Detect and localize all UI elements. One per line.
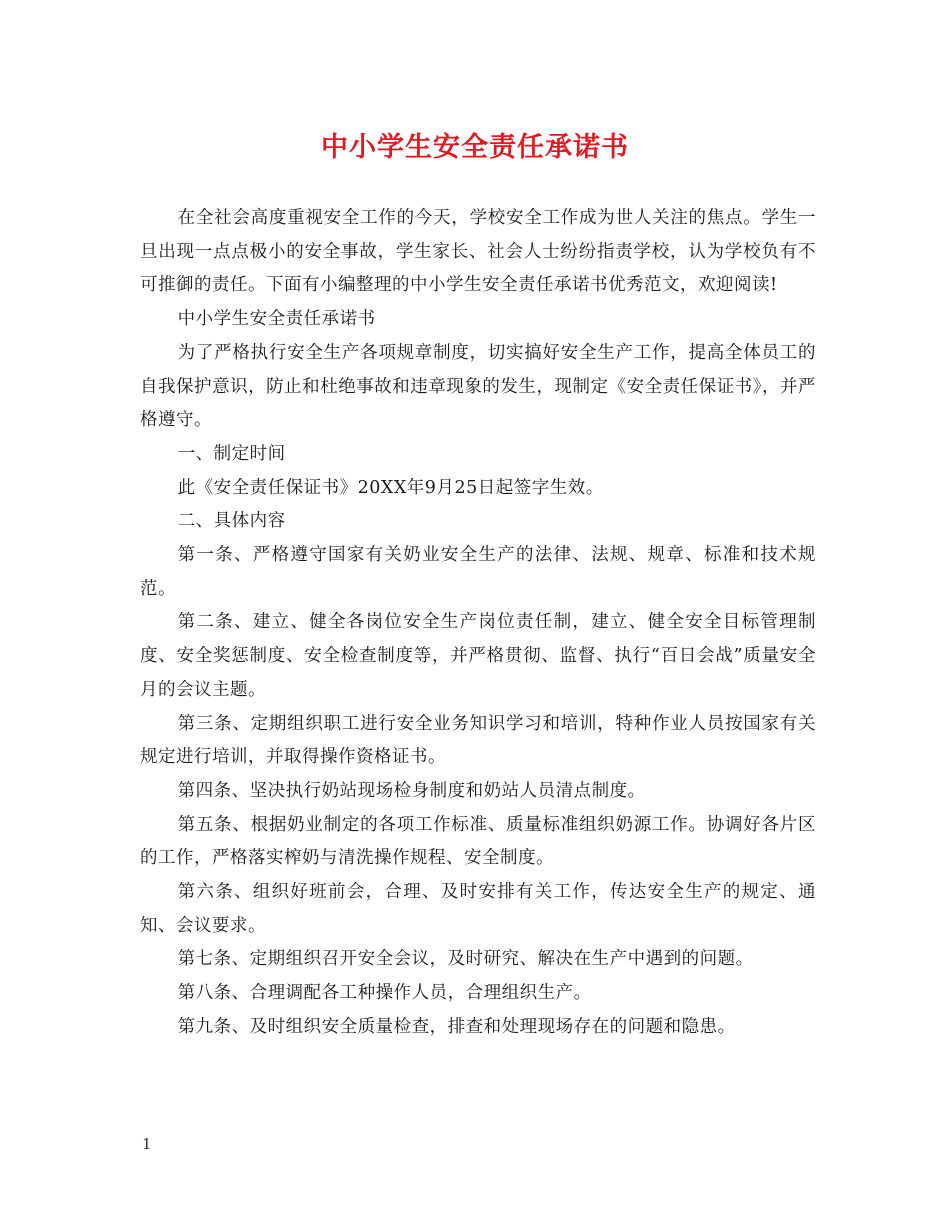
section-heading-content: 二、具体内容 [177, 511, 286, 532]
paragraph-purpose: 为了严格执行安全生产各项规章制度，切实搞好安全生产工作，提高全体员工的自我保护意识，防止和杜绝事故和违章现象的发生，现制定《安全责任保证书》，并严格遵守。 [140, 342, 816, 431]
article-9: 第九条、及时组织安全质量检查，排查和处理现场存在的问题和隐患。 [177, 1016, 736, 1037]
article-2: 第二条、建立、健全各岗位安全生产岗位责任制，建立、健全安全目标管理制度、安全奖惩制度、安全检查制度等，并严格贯彻、监督、执行“百日会战”质量安全月的会议主题。 [140, 612, 816, 700]
paragraph-intro: 在全社会高度重视安全工作的今天，学校安全工作成为世人关注的焦点。学生一旦出现一点点极小的安全事故，学生家长、社会人士纷纷指责学校，认为学校负有不可推御的责任。下面有小编整理的中小学生安全责任承诺书优秀范文，欢迎阅读! [140, 208, 816, 296]
article-7: 第七条、定期组织召开安全会议，及时研究、解决在生产中遇到的问题。 [177, 949, 754, 970]
paragraph-effective-date: 此《安全责任保证书》20XX年9月25日起签字生效。 [177, 477, 604, 498]
article-5: 第五条、根据奶业制定的各项工作标准、质量标准组织奶源工作。协调好各片区的工作，严格落实榨奶与清洗操作规程、安全制度。 [140, 814, 816, 869]
paragraph-subtitle: 中小学生安全责任承诺书 [177, 309, 376, 330]
section-heading-time: 一、制定时间 [177, 443, 286, 464]
page-number: 1 [142, 1135, 152, 1153]
document-body [140, 202, 816, 1045]
document-title: 中小学生安全责任承诺书 [321, 132, 629, 163]
article-8: 第八条、合理调配各工种操作人员，合理组织生产。 [177, 983, 592, 1004]
article-1: 第一条、严格遵守国家有关奶业安全生产的法律、法规、规章、标准和技术规范。 [140, 545, 816, 599]
article-4: 第四条、坚决执行奶站现场检身制度和奶站人员清点制度。 [177, 780, 646, 801]
article-3: 第三条、定期组织职工进行安全业务知识学习和培训，特种作业人员按国家有关规定进行培训，并取得操作资格证书。 [140, 713, 816, 768]
article-6: 第六条、组织好班前会，合理、及时安排有关工作，传达安全生产的规定、通知、会议要求。 [140, 882, 816, 936]
